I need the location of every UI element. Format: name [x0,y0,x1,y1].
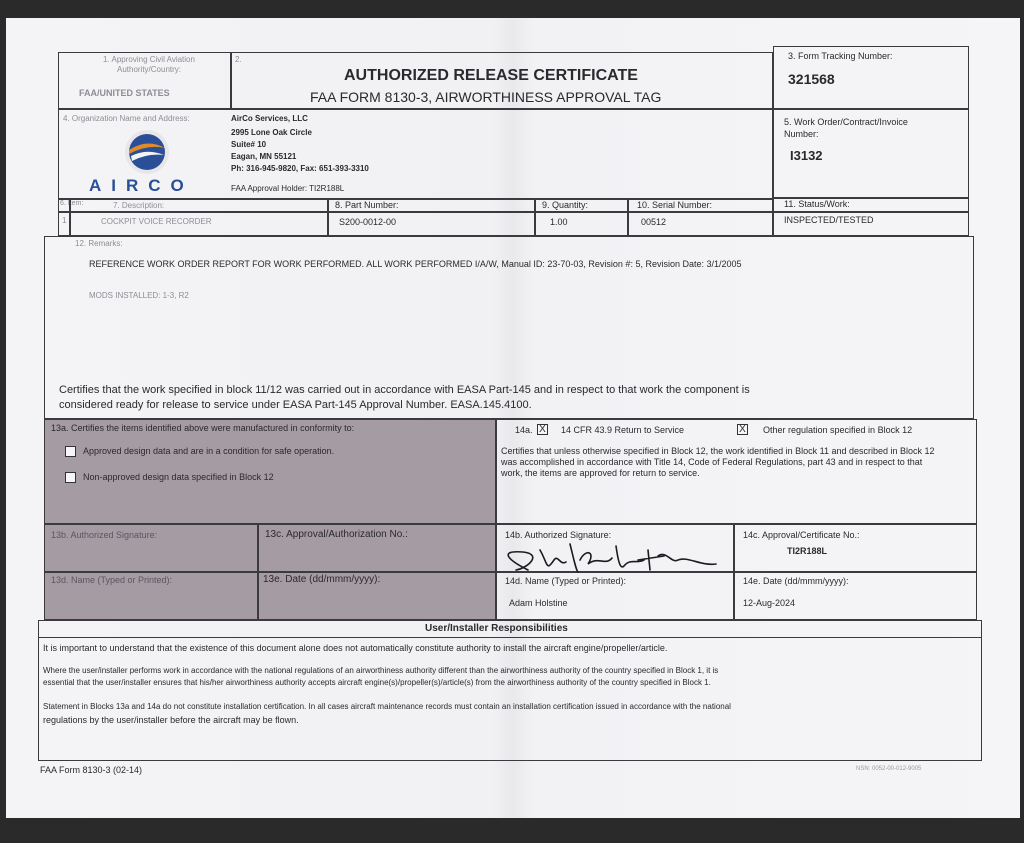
block-11-header [773,197,969,212]
block-14e-value: 12-Aug-2024 [743,598,796,608]
user-installer-p1: It is important to understand that the existence of this document alone does not automatically constitute authority to install the aircraft engine/propeller/article. [43,643,668,653]
org-name: AirCo Services, LLC [231,114,308,123]
block-5-label: 5. Work Order/Contract/Invoice Number: [784,117,908,139]
remarks-line-2: MODS INSTALLED: 1-3, R2 [89,291,189,300]
status-cell [773,212,969,236]
serial-number-cell [628,212,773,236]
block-1-value: FAA/UNITED STATES [79,88,170,98]
h6-label: 6. Item: [60,200,84,207]
description-cell [70,212,328,236]
logo-wordmark: AIRCO [89,176,194,195]
org-approval-holder: FAA Approval Holder: TI2R188L [231,184,345,193]
org-address-1: 2995 Lone Oak Circle [231,128,312,137]
block-10-header [628,199,773,212]
h8-label: 8. Part Number: [335,200,399,210]
approved-design-checkbox[interactable] [65,446,76,457]
block-14a-certification: Certifies that unless otherwise specified in Block 12, the work identified in Block 11 and described in Block 12 was accomplished in accordance with Title 14, Code of Federal Regulations, part 43 and in respect to that work, the items are approved for return to service. [501,446,935,478]
part-number-value: S200-0012-00 [339,217,397,227]
easa-line-1: Certifies that the work specified in block 11/12 was carried out in accordance with EASA Part-145 and in respect to that work the component is [59,384,750,396]
status-value: INSPECTED/TESTED [784,215,874,225]
org-address-3: Eagan, MN 55121 [231,152,297,161]
user-installer-p2b: essential that the user/installer ensures that his/her airworthiness authority accepts aircraft engine(s)/propeller(s)/article(s) from the airworthiness authority of the country specified in Block 1. [43,678,711,687]
return-to-service-checkbox[interactable]: X [537,424,548,435]
user-installer-p3b: regulations by the user/installer before the aircraft may be flown. [43,715,299,725]
form-title: AUTHORIZED RELEASE CERTIFICATE [344,67,638,84]
block-14e-label: 14e. Date (dd/mmm/yyyy): [743,576,849,586]
block-14d-value: Adam Holstine [509,598,568,608]
block-14c [734,524,977,572]
block-14d-label: 14d. Name (Typed or Printed): [505,576,627,586]
block-13c-label: 13c. Approval/Authorization No.: [265,529,408,540]
return-to-service-label: 14 CFR 43.9 Return to Service [561,425,685,435]
block-4 [58,109,773,199]
block-2-number: 2. [235,55,242,64]
h9-label: 9. Quantity: [542,200,589,210]
item-number: 1 [62,216,67,225]
block-3 [773,46,969,109]
block-14c-value: TI2R188L [787,546,828,556]
block-13e-label: 13e. Date (dd/mmm/yyyy): [263,574,381,585]
block-14e [734,572,977,620]
quantity-cell [535,212,628,236]
block-1-label: 1. Approving Civil Aviation Authority/Country: [103,55,195,74]
block-4-label: 4. Organization Name and Address: [63,114,190,123]
form-id: FAA Form 8130-3 (02-14) [40,765,143,775]
h7-label: 7. Description: [113,201,165,210]
non-approved-design-checkbox[interactable] [65,472,76,483]
block-14a [496,419,977,524]
nsn-number: NSN: 0052-00-012-9005 [856,766,922,772]
block-14c-label: 14c. Approval/Certificate No.: [743,530,860,540]
block-12-remarks [44,236,974,419]
block-7-header [70,199,328,212]
easa-line-2: considered ready for release to service under EASA Part-145 Approval Number. EASA.145.4100. [59,399,532,411]
block-14b-label: 14b. Authorized Signature: [505,530,612,540]
block-13c [258,524,496,572]
remarks-label: 12. Remarks: [75,239,123,248]
block-13b-label: 13b. Authorized Signature: [51,530,158,540]
block-8-header [328,199,535,212]
block-9-header [535,199,628,212]
block-3-label: 3. Form Tracking Number: [788,51,893,61]
quantity-value: 1.00 [550,217,568,227]
h10-label: 10. Serial Number: [637,200,713,210]
user-installer-p2a: Where the user/installer performs work in accordance with the national regulations of an airworthiness authority different than the airworthiness authority of the country specified in Block 1, it is [43,666,719,675]
part-number-cell [328,212,535,236]
block-5 [773,109,969,199]
user-installer-p3a: Statement in Blocks 13a and 14a do not constitute installation certification. In all cases aircraft maintenance records must contain an installation certification issued in accordance with the national [43,702,731,711]
block-14a-label: 14a. [515,425,533,435]
form-subtitle: FAA FORM 8130-3, AIRWORTHINESS APPROVAL TAG [310,89,662,105]
h11-label: 11. Status/Work: [784,199,850,209]
block-2 [231,52,773,109]
block-13e [258,572,496,620]
approved-design-label: Approved design data and are in a condition for safe operation. [83,446,335,456]
description-value: COCKPIT VOICE RECORDER [101,217,212,226]
block-1 [58,52,231,109]
work-order-number: I3132 [790,148,823,163]
block-6-header [58,199,84,212]
form-tracking-number: 321568 [788,71,835,87]
remarks-line-1: REFERENCE WORK ORDER REPORT FOR WORK PERFORMED. ALL WORK PERFORMED I/A/W, Manual ID: 23-70-03, Revision #: 5, Revision Date: 3/1/2005 [89,259,742,269]
org-address-2: Suite# 10 [231,140,267,149]
block-13b [44,524,258,572]
serial-number-value: 00512 [641,217,667,227]
org-phone: Ph: 316-945-9820, Fax: 651-393-3310 [231,164,369,173]
other-regulation-checkbox[interactable]: X [737,424,748,435]
signature-scrawl [488,530,728,586]
block-13a [44,419,496,524]
non-approved-design-label: Non-approved design data specified in Block 12 [83,472,274,482]
user-installer-title: User/Installer Responsibilities [425,623,568,634]
block-13d [44,572,258,620]
user-installer-section [38,620,982,761]
block-13d-label: 13d. Name (Typed or Printed): [51,575,173,585]
user-installer-header [39,621,981,638]
item-number-cell [58,212,70,236]
other-regulation-label: Other regulation specified in Block 12 [763,425,913,435]
block-13a-label: 13a. Certifies the items identified above were manufactured in conformity to: [51,423,355,433]
airco-logo-icon [117,128,177,178]
